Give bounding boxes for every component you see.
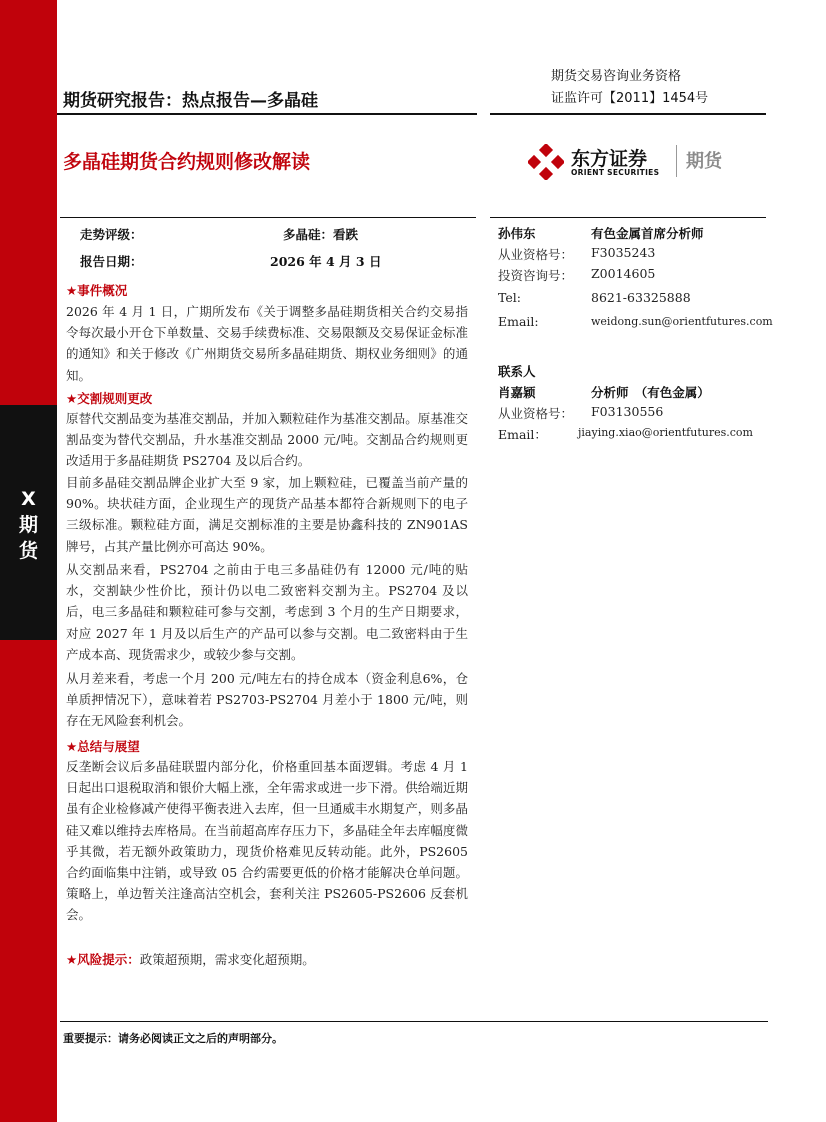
- rating-label: 走势评级：: [80, 227, 143, 242]
- delivery-paragraph-4: 从月差来看，考虑一个月 200 元/吨左右的持仓成本（资金利息6%，仓单质押情况下），意味着若 PS2703-PS2704 月差小于 1800 元/吨，则存在无风险套利机会。: [66, 671, 468, 729]
- contact-name: 肖嘉颖: [498, 385, 536, 400]
- delivery-paragraph-3: 从交割品来看，PS2704 之前由于电三多晶硅仍有 12000 元/吨的贴水，交割缺少性价比，预计仍以电二致密料交割为主。PS2704 及以后，电三多晶硅和颗粒硅可参与交割，考虑到 3 个月的生产日期要求，对应 2027 年 1 月及以后生产的产品可以参与交割。电二致密料由于生产成本高、现货需求少，或较少参与交割。: [66, 562, 468, 662]
- meta-rule-right: [490, 217, 766, 218]
- risk-text: 政策超预期，需求变化超预期。: [139, 952, 315, 967]
- event-heading: ★事件概况: [66, 283, 128, 298]
- date-label: 报告日期：: [80, 254, 143, 269]
- qualification-line2: 证监许可【2011】1454号: [551, 91, 709, 106]
- header-rule-left: [57, 113, 477, 115]
- date-value: 2026 年 4 月 3 日: [270, 254, 382, 269]
- contact-label-1: Email：: [498, 427, 547, 442]
- side-label-x: X: [21, 488, 36, 510]
- contact-value-0: F03130556: [591, 404, 664, 419]
- meta-rule-left: [60, 217, 476, 218]
- summary-paragraph: 反垄断会议后多晶硅联盟内部分化，价格重回基本面逻辑。考虑 4 月 1 日起出口退税取消和银价大幅上涨，全年需求或进一步下滑。供给端近期虽有企业检修减产使得平衡表进入去库，但一旦通威丰水期复产，则多晶硅又难以维持去库格局。在当前超高库存压力下，多晶硅全年去库幅度微乎其微，若无额外政策助力，现货价格难见反转动能。此外，PS2605 合约面临集中注销，或导致 05 合约需要更低的价格才能解决仓单问题。策略上，单边暂关注逢高沽空机会，套利关注 PS2605-PS2606 反套机会。: [66, 759, 468, 923]
- analyst1-label-0: 从业资格号：: [498, 247, 574, 262]
- logo-sub-text: 期货: [686, 151, 722, 172]
- delivery-paragraph-2: 目前多晶硅交割品牌企业扩大至 9 家，加上颗粒硅，已覆盖当前产量的 90%。块状硅方面，企业现生产的现货产品基本都符合新规则下的电子三级标准。颗粒硅方面，满足交割标准的主要是协鑫科技的 ZN901AS 牌号，占其产量比例亦可高达 90%。: [66, 475, 468, 554]
- report-type-header: 期货研究报告：热点报告—多晶硅: [63, 91, 318, 111]
- contact-heading: 联系人: [498, 364, 536, 379]
- side-label-huo: 货: [18, 540, 38, 562]
- analyst1-label-1: 投资咨询号：: [498, 268, 574, 283]
- analyst1-name: 孙伟东: [498, 226, 536, 241]
- logo-divider: [676, 145, 677, 177]
- rating-value: 多晶硅：看跌: [283, 227, 359, 242]
- side-label-qi: 期: [18, 514, 38, 536]
- company-logo: [528, 142, 768, 182]
- contact-title: 分析师 （有色金属）: [591, 385, 710, 400]
- risk-heading: ★风险提示：: [66, 952, 140, 967]
- qualification-line1: 期货交易咨询业务资格: [551, 69, 682, 84]
- contact-label-0: 从业资格号：: [498, 406, 574, 421]
- analyst1-title: 有色金属首席分析师: [591, 226, 704, 241]
- delivery-heading: ★交割规则更改: [66, 391, 153, 406]
- footer-rule: [60, 1021, 768, 1022]
- analyst1-label-2: Tel:: [498, 290, 521, 305]
- summary-heading: ★总结与展望: [66, 739, 140, 754]
- page-title: 多晶硅期货合约规则修改解读: [63, 151, 311, 173]
- analyst1-value-1: Z0014605: [591, 266, 656, 281]
- header-rule-right: [490, 113, 766, 115]
- analyst1-value-2: 8621-63325888: [591, 290, 691, 305]
- logo-cn-text: 东方证券: [571, 148, 648, 170]
- risk-line: [66, 950, 315, 968]
- contact-email[interactable]: jiaying.xiao@orientfutures.com: [578, 426, 753, 439]
- side-label: [0, 486, 57, 564]
- analyst1-email[interactable]: weidong.sun@orientfutures.com: [591, 315, 773, 328]
- analyst1-label-3: Email:: [498, 314, 539, 329]
- analyst1-value-0: F3035243: [591, 245, 656, 260]
- event-paragraph: 2026 年 4 月 1 日，广期所发布《关于调整多晶硅期货相关合约交易指令每次最小开仓下单数量、交易手续费标准、交易限额及交易保证金标准的通知》和关于修改《广州期货交易所多晶硅期货、期权业务细则》的通知。: [66, 304, 468, 383]
- footer-disclaimer: 重要提示：请务必阅读正文之后的声明部分。: [63, 1032, 283, 1045]
- logo-en-text: ORIENT SECURITIES: [571, 168, 660, 177]
- orient-logo-icon: [528, 144, 564, 180]
- delivery-paragraph-1: 原替代交割品变为基准交割品，并加入颗粒硅作为基准交割品。原基准交割品变为替代交割品，升水基准交割品 2000 元/吨。交割品合约规则更改适用于多晶硅期货 PS2704 及以后合约。: [66, 411, 468, 469]
- qualification-block: [551, 66, 708, 110]
